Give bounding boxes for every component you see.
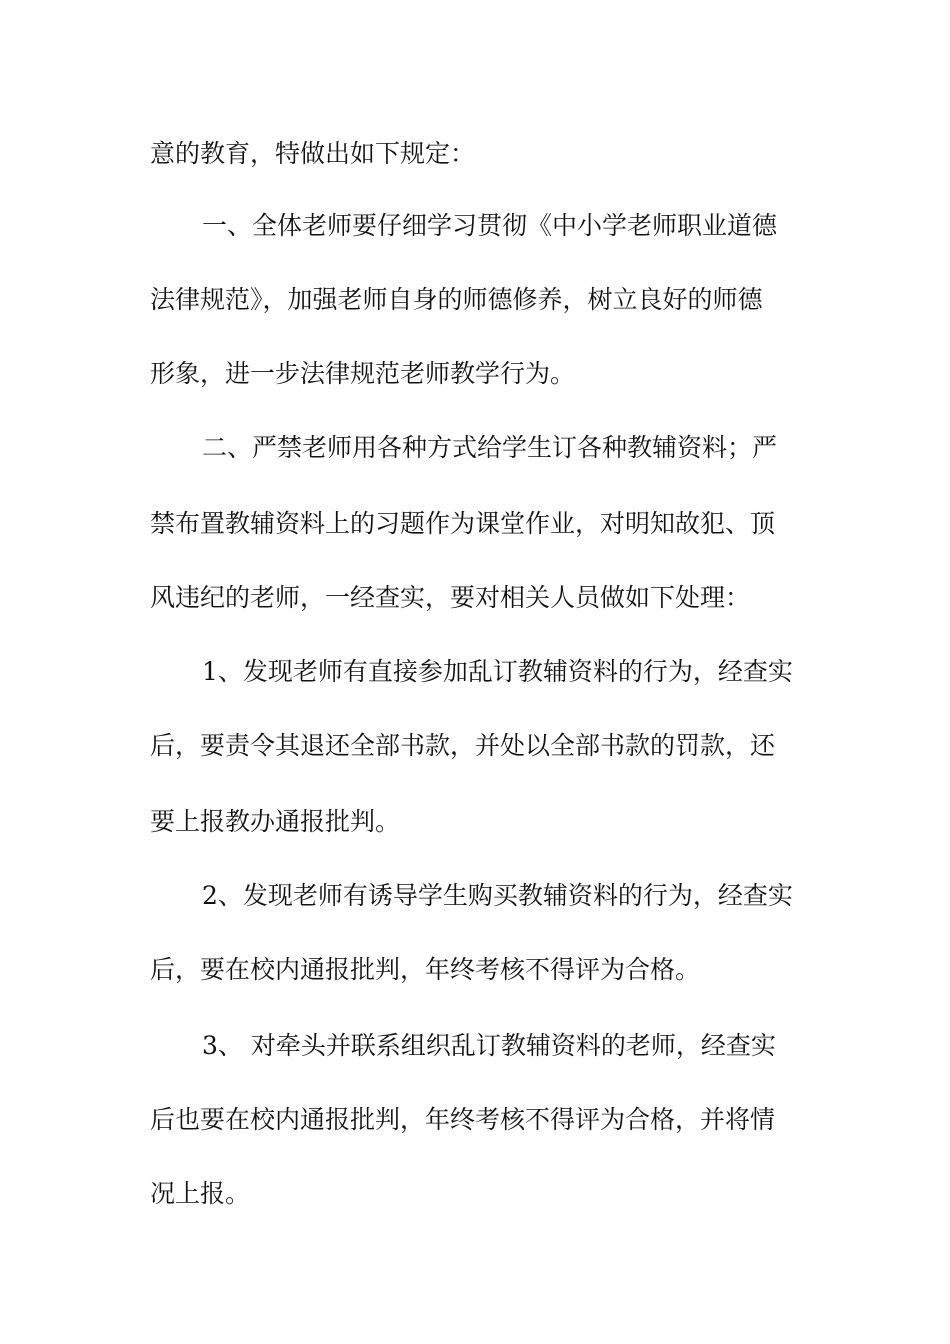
body-text-line: 况上报。 — [150, 1179, 251, 1208]
body-text-line: 形象，进一步法律规范老师教学行为。 — [150, 359, 576, 388]
item-2-line: 2、发现老师有诱导学生购买教辅资料的行为，经查实 — [202, 881, 793, 910]
item-3-line: 3、 对牵头并联系组织乱订教辅资料的老师，经查实 — [202, 1031, 776, 1060]
section-2-heading-line: 二、严禁老师用各种方式给学生订各种教辅资料；严 — [202, 433, 778, 462]
body-text-line: 后，要责令其退还全部书款，并处以全部书款的罚款，还 — [150, 731, 776, 760]
body-text-line: 法律规范》，加强老师自身的师德修养，树立良好的师德 — [150, 285, 763, 314]
item-1-line: 1、发现老师有直接参加乱订教辅资料的行为，经查实 — [202, 657, 793, 686]
body-text-line: 后，要在校内通报批判，年终考核不得评为合格。 — [150, 955, 701, 984]
section-1-heading-line: 一、全体老师要仔细学习贯彻《中小学老师职业道德 — [202, 211, 778, 240]
body-text-line: 禁布置教辅资料上的习题作为课堂作业，对明知故犯、顶 — [150, 509, 776, 538]
body-text-line: 意的教育，特做出如下规定： — [150, 139, 476, 168]
body-text-line: 要上报教办通报批判。 — [150, 807, 401, 836]
body-text-line: 风违纪的老师，一经查实，要对相关人员做如下处理： — [150, 583, 751, 612]
body-text-line: 后也要在校内通报批判，年终考核不得评为合格，并将情 — [150, 1105, 776, 1134]
